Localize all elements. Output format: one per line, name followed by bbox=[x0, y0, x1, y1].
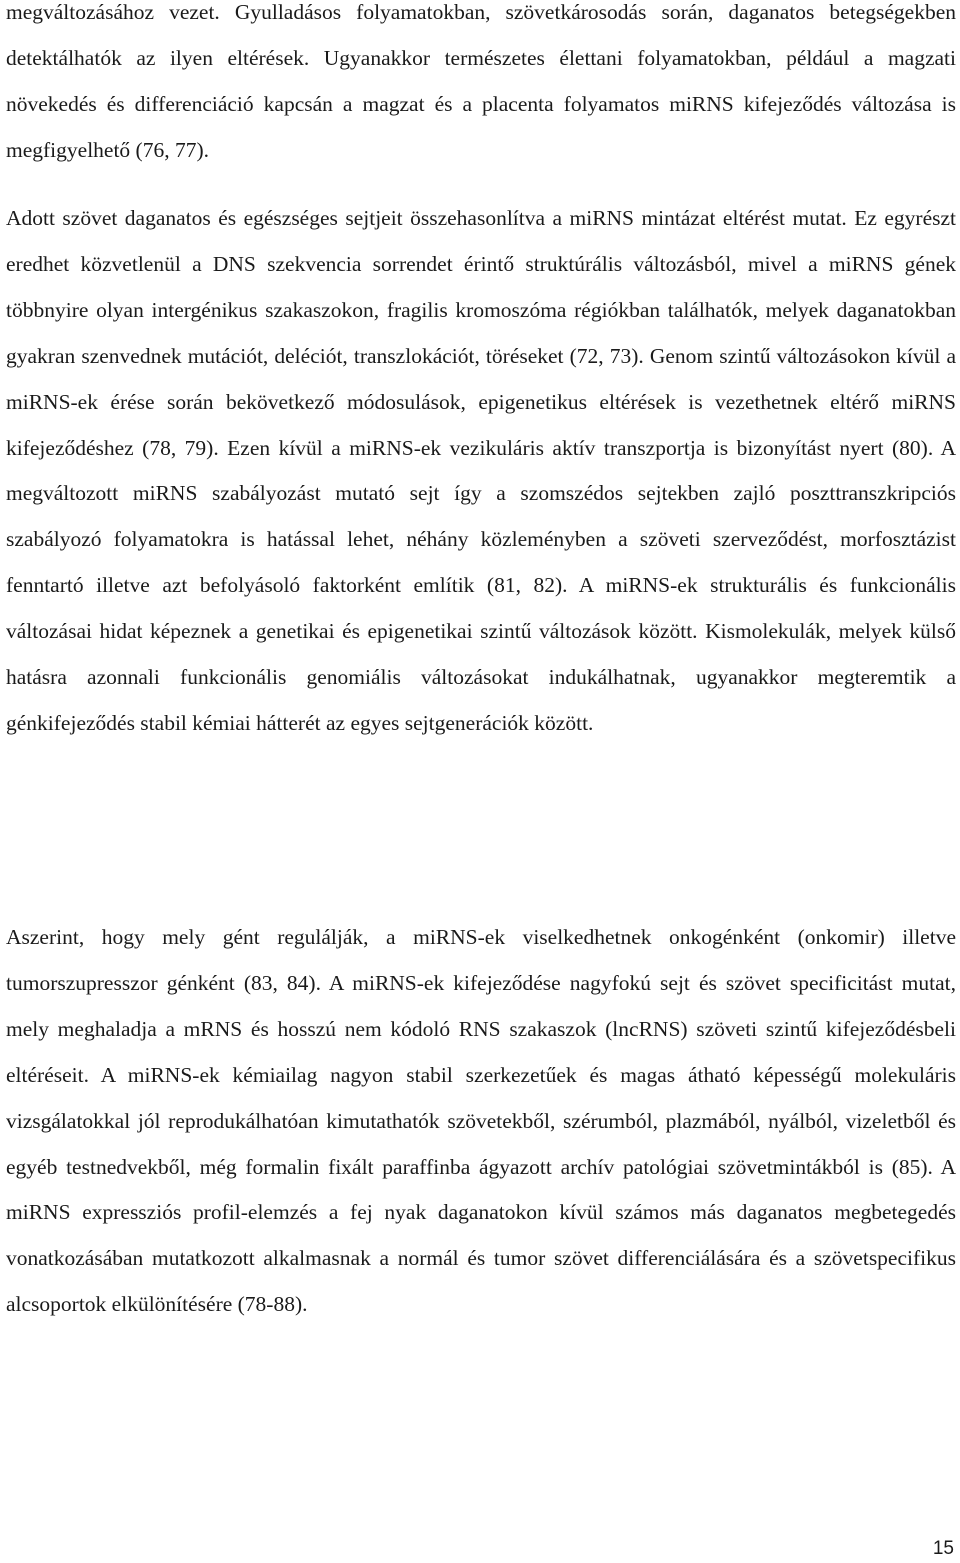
paragraph-1-text: megváltozásához vezet. Gyulladásos folyamatokban, szövetkárosodás során, daganatos betegségekben detektálhatók az ilyen eltérések. Ugyanakkor természetes élettani folyamatokban, például a magzati növekedés és differenciáció kapcsán a magzat és a placenta folyamatos miRNS kifejeződés változása is megfigyelhető (76, 77). bbox=[6, 0, 956, 162]
paragraph-3 bbox=[6, 915, 956, 1328]
paragraph-2 bbox=[6, 196, 956, 747]
paragraph-3-text: Aszerint, hogy mely gént regulálják, a miRNS-ek viselkedhetnek onkogénként (onkomir) illetve tumorszupresszor génként (83, 84). A miRNS-ek kifejeződése nagyfokú sejt és szövet specificitást mutat, mely meghaladja a mRNS és hosszú nem kódoló RNS szakaszok (lncRNS) szöveti szintű kifejeződésbeli eltéréseit. A miRNS-ek kémiailag nagyon stabil szerkezetűek és magas átható képességű molekuláris vizsgálatokkal jól reprodukálhatóan kimutathatók szövetekből, szérumból, plazmából, nyálból, vizeletből és egyéb testnedvekből, még formalin fixált paraffinba ágyazott archív patológiai szövetmintákból is (85). A miRNS expressziós profil-elemzés a fej nyak daganatokon kívül számos más daganatos megbetegedés vonatkozásában mutatkozott alkalmasnak a normál és tumor szövet differenciálására és a szövetspecifikus alcsoportok elkülönítésére (78-88). bbox=[6, 925, 956, 1317]
paragraph-1 bbox=[6, 0, 956, 174]
page-number: 15 bbox=[932, 1538, 954, 1559]
paragraph-2-text: Adott szövet daganatos és egészséges sejtjeit összehasonlítva a miRNS mintázat eltérést mutat. Ez egyrészt eredhet közvetlenül a DNS szekvencia sorrendet érintő struktúrális változásból, mivel a miRNS gének többnyire olyan intergénikus szakaszokon, fragilis kromoszóma régiókban találhatók, melyek daganatokban gyakran szenvednek mutációt, deléciót, transzlokációt, töréseket (72, 73). Genom szintű változásokon kívül a miRNS-ek érése során bekövetkező módosulások, epigenetikus eltérések is vezethetnek eltérő miRNS kifejeződéshez (78, 79). Ezen kívül a miRNS-ek vezikuláris aktív transzportja is bizonyítást nyert (80). A megváltozott miRNS szabályozást mutató sejt így a szomszédos sejtekben zajló poszttranszkripciós szabályozó folyamatokra is hatással lehet, néhány közleményben a szöveti szerveződést, morfosztázist fenntartó illetve azt befolyásoló faktorként említik (81, 82). A miRNS-ek strukturális és funkcionális változásai hidat képeznek a genetikai és epigenetikai szintű változások között. Kismolekulák, melyek külső hatásra azonnali funkcionális genomiális változásokat indukálhatnak, ugyanakkor megteremtik a génkifejeződés stabil kémiai hátterét az egyes sejtgenerációk között. bbox=[6, 206, 956, 735]
